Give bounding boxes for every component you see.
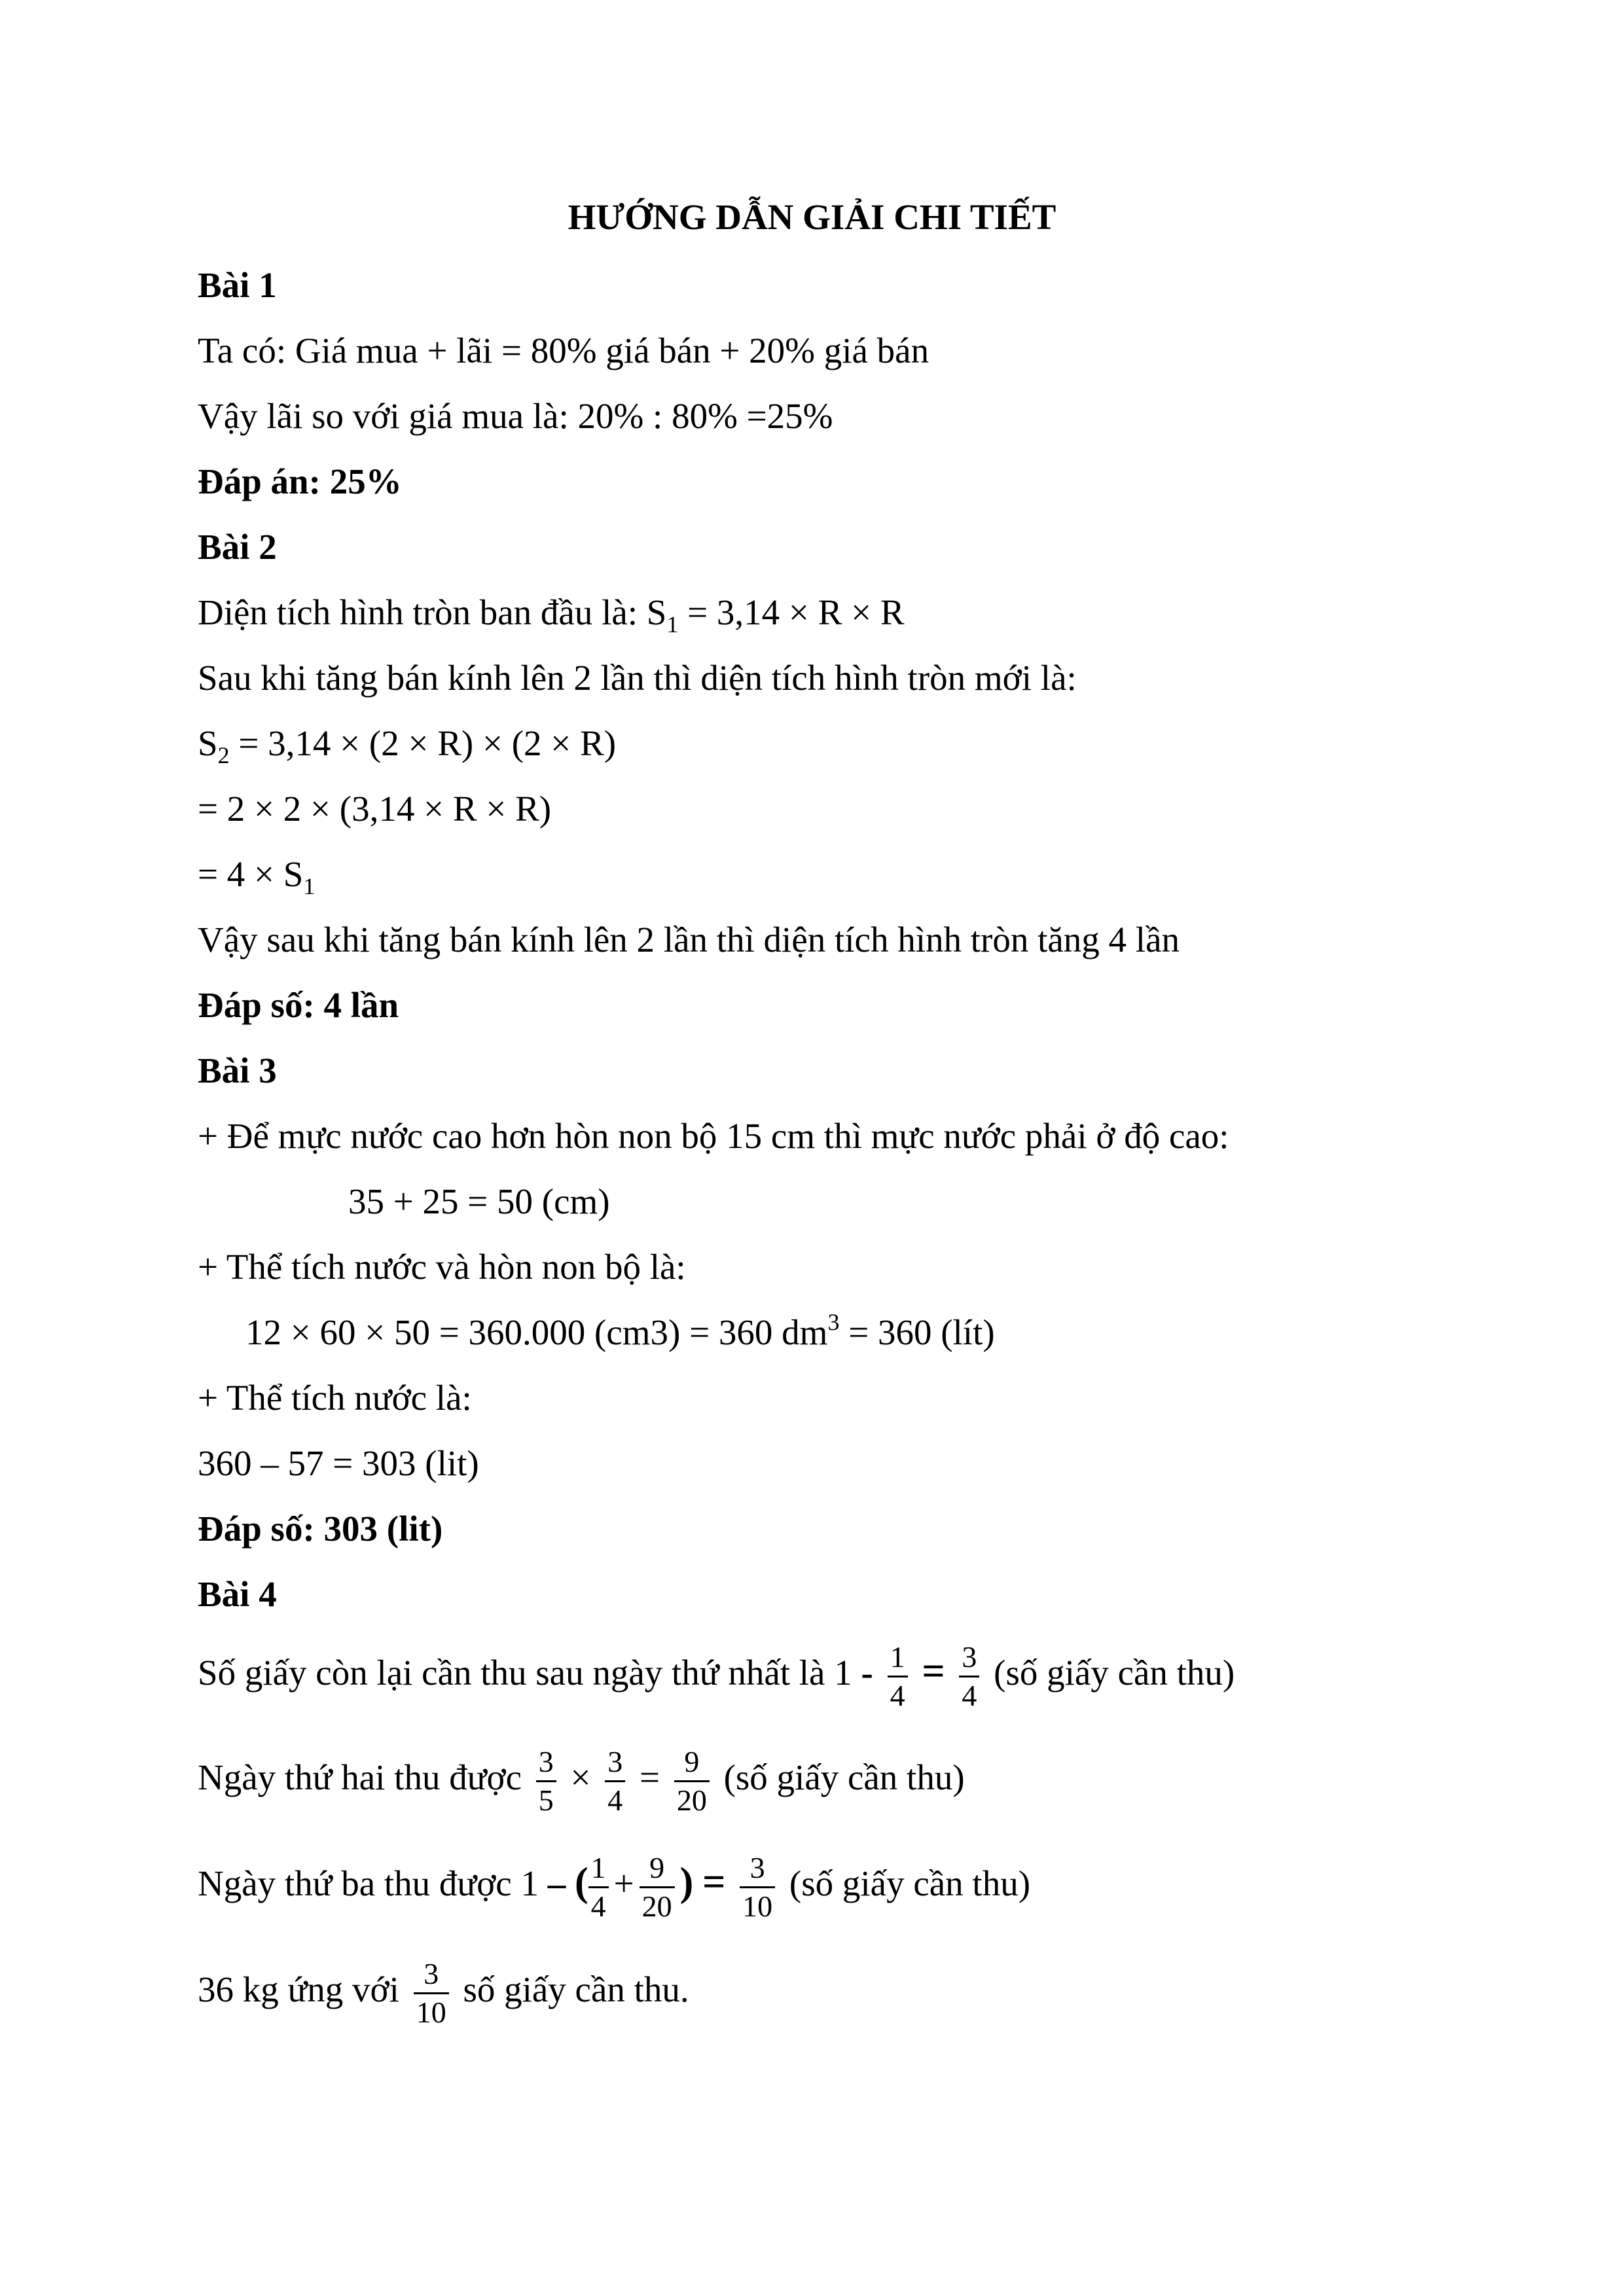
- fraction-bar: [740, 1886, 775, 1888]
- bai2-line6: Vậy sau khi tăng bán kính lên 2 lần thì diện tích hình tròn tăng 4 lần: [198, 920, 1180, 960]
- bai2-line1-suffix: = 3,14 × R × R: [678, 592, 905, 632]
- bai1-heading: Bài 1: [198, 265, 277, 305]
- fraction: [740, 1851, 775, 1924]
- fraction-bar: [536, 1780, 556, 1782]
- open-paren: (: [574, 1860, 588, 1905]
- numerator: 9: [649, 1851, 665, 1884]
- denominator: 4: [590, 1890, 606, 1923]
- numerator: 9: [684, 1745, 700, 1778]
- bai4-line2: [198, 1745, 965, 1818]
- denominator: 4: [607, 1784, 623, 1817]
- fraction-bar: [674, 1780, 710, 1782]
- fraction: [674, 1745, 710, 1818]
- denominator: 4: [962, 1679, 977, 1712]
- minus-sign: –: [547, 1863, 566, 1904]
- bai3-line5: + Thể tích nước là:: [198, 1378, 472, 1418]
- fraction: [605, 1745, 625, 1818]
- bai4-heading: Bài 4: [198, 1574, 277, 1614]
- bai2-line5-subscript: 1: [303, 873, 316, 899]
- numerator: 3: [538, 1745, 554, 1778]
- denominator: 10: [742, 1890, 773, 1923]
- bai2-line3-subscript: 2: [217, 742, 230, 768]
- numerator: 1: [890, 1640, 905, 1674]
- numerator: 1: [590, 1851, 606, 1884]
- bai3-line4-suffix: = 360 (lít): [839, 1312, 995, 1352]
- bai3-line2: 35 + 25 = 50 (cm): [348, 1181, 610, 1221]
- fraction-bar: [588, 1886, 609, 1888]
- bai2-line1-prefix: Diện tích hình tròn ban đầu là: S: [198, 592, 667, 632]
- bai4-line4-suffix: số giấy cần thu.: [463, 1969, 689, 2010]
- bai3-line1: + Để mực nước cao hơn hòn non bộ 15 cm thì mực nước phải ở độ cao:: [198, 1116, 1229, 1156]
- denominator: 20: [641, 1890, 672, 1923]
- fraction: [414, 1957, 449, 2030]
- bai2-line4: = 2 × 2 × (3,14 × R × R): [198, 789, 552, 829]
- plus-sign: +: [613, 1863, 634, 1904]
- fraction: [640, 1851, 675, 1924]
- times-sign: ×: [570, 1757, 591, 1798]
- fraction-bar: [414, 1992, 449, 1994]
- close-paren: ): [679, 1860, 694, 1905]
- bai4-line3-suffix: (số giấy cần thu): [789, 1863, 1031, 1904]
- bai1-answer: Đáp án: 25%: [198, 461, 402, 501]
- denominator: 5: [538, 1784, 554, 1817]
- bai4-line4-prefix: 36 kg ứng với: [198, 1969, 399, 2010]
- bai2-line5-prefix: = 4 × S: [198, 854, 304, 894]
- fraction-bar: [888, 1676, 908, 1677]
- fraction-bar: [640, 1886, 675, 1888]
- bai1-line2: Vậy lãi so với giá mua là: 20% : 80% =25%: [198, 396, 833, 436]
- bai3-answer: Đáp số: 303 (lit): [198, 1509, 443, 1549]
- bai2-line3-prefix: S: [198, 723, 218, 763]
- bai4-line3: [198, 1851, 1030, 1924]
- bai4-line4: [198, 1957, 689, 2030]
- bai4-line3-prefix: Ngày thứ ba thu được 1: [198, 1863, 539, 1904]
- bai2-line3: [198, 723, 617, 768]
- equals-sign: =: [922, 1649, 945, 1695]
- bai1-line1: Ta có: Giá mua + lãi = 80% giá bán + 20% giá bán: [198, 331, 929, 370]
- bai2-line5: [198, 853, 316, 899]
- numerator: 3: [962, 1640, 977, 1674]
- bai4-line1-suffix: (số giấy cần thu): [994, 1653, 1235, 1693]
- denominator: 4: [890, 1679, 905, 1712]
- bai4-line2-prefix: Ngày thứ hai thu được: [198, 1757, 522, 1798]
- page-title: HƯỚNG DẪN GIẢI CHI TIẾT: [568, 197, 1056, 237]
- bai2-heading: Bài 2: [198, 527, 277, 567]
- bai3-line3: + Thể tích nước và hòn non bộ là:: [198, 1247, 686, 1287]
- fraction: [959, 1640, 979, 1713]
- bai3-line4-prefix: 12 × 60 × 50 = 360.000 (cm3) = 360 dm: [245, 1312, 828, 1352]
- bai2-answer: Đáp số: 4 lần: [198, 985, 399, 1025]
- numerator: 3: [607, 1745, 623, 1778]
- equals-sign: =: [640, 1757, 660, 1798]
- fraction: [536, 1745, 556, 1818]
- numerator: 3: [749, 1851, 765, 1884]
- fraction: [888, 1640, 908, 1713]
- bai2-line1: [198, 592, 905, 637]
- bai4-line1-operator: -: [861, 1653, 873, 1693]
- denominator: 20: [676, 1784, 707, 1817]
- bai4-line1-prefix: Số giấy còn lại cần thu sau ngày thứ nhất là 1: [198, 1653, 852, 1693]
- bai4-line2-suffix: (số giấy cần thu): [723, 1757, 965, 1798]
- bai3-heading: Bài 3: [198, 1050, 277, 1090]
- fraction-bar: [959, 1676, 979, 1677]
- bai2-line1-subscript: 1: [666, 611, 679, 637]
- bai3-line4: [245, 1309, 995, 1354]
- denominator: 10: [416, 1996, 446, 2029]
- numerator: 3: [424, 1957, 439, 1990]
- bai3-line4-superscript: 3: [827, 1309, 840, 1335]
- bai2-line3-suffix: = 3,14 × (2 × R) × (2 × R): [229, 723, 617, 763]
- equals-sign: =: [702, 1860, 726, 1905]
- fraction-bar: [605, 1780, 625, 1782]
- bai4-line1: [198, 1640, 1235, 1713]
- fraction: [588, 1851, 609, 1924]
- bai2-line2: Sau khi tăng bán kính lên 2 lần thì diện tích hình tròn mới là:: [198, 658, 1077, 698]
- bai3-line6: 360 – 57 = 303 (lit): [198, 1443, 479, 1483]
